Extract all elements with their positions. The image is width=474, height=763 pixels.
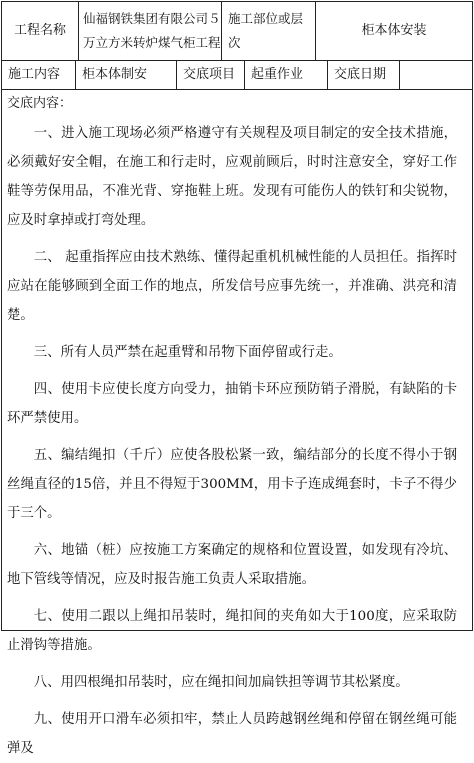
item-label: 交底项目: [183, 67, 236, 82]
paragraph-1: 一、进入施工现场必须严格遵守有关规程及项目制定的安全技术措施，必须戴好安全帽，在施工和行走时，应观前顾后，时时注意安全，穿好工作鞋等劳保用品，不准光背、穿拖鞋上班。发现有可能伤人的铁钉和尖锐物，应及时拿掉或打弯处理。: [7, 126, 457, 228]
location-label: 施工部位或层次: [228, 11, 304, 50]
paragraph-6: 六、地锚（桩）应按施工方案确定的规格和位置设置，如发现有冷坑、地下管线等情况，应及时报告施工负责人采取措施。: [7, 543, 457, 587]
item-value: 起重作业: [251, 67, 304, 82]
disclosure-content: [1, 89, 473, 756]
content-value: 柜本体制安: [82, 67, 148, 82]
paragraph-7: 七、使用二跟以上绳扣吊装时，绳扣间的夹角如大于100度，应采取防止滑钩等措施。: [7, 609, 457, 653]
paragraph-2: 二、 起重指挥应由技术熟练、懂得起重机机械性能的人员担任。指挥时应站在能够顾到全面工作的地点，所发信号应事先统一，并准确、洪亮和清楚。: [7, 250, 457, 323]
paragraph-5: 五、编结绳扣（千斤）应使各股松紧一致，编结部分的长度不得小于钢丝绳直径的15倍，并且不得短于300MM，用卡子连成绳套时，卡子不得少于三个。: [7, 448, 457, 521]
disclosure-form: [1, 1, 473, 756]
paragraph-8: 八、用四根绳扣吊装时，应在绳扣间加扁铁担等调节其松紧度。: [33, 675, 409, 690]
project-name-value: 仙福钢铁集团有限公司５万立方米转炉煤气柜工程: [83, 11, 221, 50]
paragraph-3: 三、所有人员严禁在起重臂和吊物下面停留或行走。: [33, 345, 342, 360]
date-value: [400, 61, 472, 89]
date-label: 交底日期: [334, 67, 387, 82]
paragraph-4: 四、使用卡应使长度方向受力，抽销卡环应预防销子滑脱，有缺陷的卡环严禁使用。: [7, 382, 457, 426]
project-name-label: 工程名称: [13, 23, 66, 38]
content-label: 施工内容: [8, 67, 61, 82]
location-value: 柜本体安装: [361, 23, 427, 38]
paragraph-9: 九、使用开口滑车必须扣牢，禁止人员跨越钢丝绳和停留在钢丝绳可能弹及: [7, 712, 457, 756]
content-heading: 交底内容：: [7, 96, 73, 111]
